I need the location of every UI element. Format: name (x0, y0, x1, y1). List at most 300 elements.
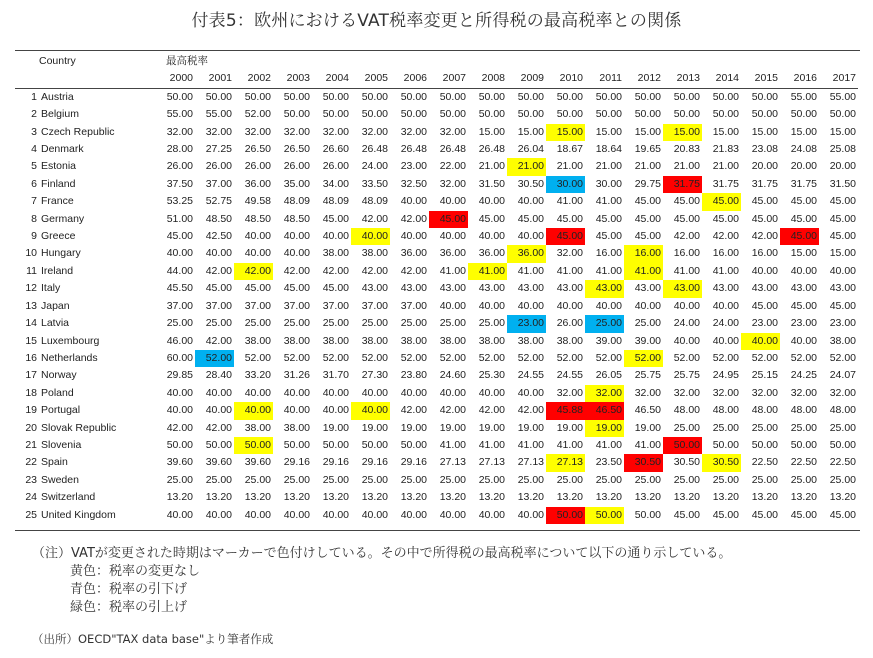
rate-cell: 42.00 (478, 404, 505, 417)
rate-cell: 38.00 (322, 247, 349, 260)
year-header-row (15, 70, 858, 88)
rate-cell: 52.00 (595, 351, 622, 364)
rate-cell: 25.00 (634, 473, 661, 486)
rate-cell: 48.00 (790, 404, 817, 417)
rate-cell: 52.00 (517, 351, 544, 364)
rate-cell: 42.00 (166, 421, 193, 434)
country-column-header: Country (39, 55, 76, 67)
rate-cell: 29.16 (400, 456, 427, 469)
rate-cell: 24.00 (712, 317, 739, 330)
year-header: 2011 (585, 70, 624, 88)
rate-cell: 40.00 (205, 247, 232, 260)
rate-cell: 52.00 (790, 351, 817, 364)
rate-cell: 32.00 (556, 247, 583, 260)
rate-cell: 40.00 (439, 386, 466, 399)
country-cell (15, 280, 156, 297)
rate-cell: 27.13 (439, 456, 466, 469)
rate-cell: 41.00 (556, 195, 583, 208)
rate-cell: 15.00 (546, 124, 585, 141)
rate-cell: 15.00 (790, 125, 817, 138)
table-row (15, 367, 858, 384)
rate-cell: 42.00 (361, 264, 388, 277)
rate-cell: 32.50 (400, 177, 427, 190)
rate-cell: 50.00 (751, 90, 778, 103)
country-cell (15, 298, 156, 315)
rate-cell: 51.00 (166, 212, 193, 225)
rate-cell: 40.00 (166, 386, 193, 399)
table-row (15, 211, 858, 228)
year-header: 2014 (702, 70, 741, 88)
rate-cell: 31.75 (790, 177, 817, 190)
rate-cell: 40.00 (166, 247, 193, 260)
rate-cell: 40.00 (283, 247, 310, 260)
rate-cell: 13.20 (595, 491, 622, 504)
rate-cell: 50.00 (439, 108, 466, 121)
rate-cell: 52.00 (439, 351, 466, 364)
rate-cell: 45.00 (790, 508, 817, 521)
country-cell (15, 454, 156, 471)
rate-cell: 40.00 (439, 299, 466, 312)
rate-cell: 26.50 (283, 143, 310, 156)
country-cell (15, 315, 156, 332)
rate-cell: 40.00 (244, 386, 271, 399)
country-name: France (41, 195, 74, 208)
row-number: 20 (25, 421, 37, 434)
rate-cell: 37.00 (322, 299, 349, 312)
country-name: Italy (41, 282, 61, 295)
rate-cell: 25.00 (166, 317, 193, 330)
rate-cell: 26.00 (322, 160, 349, 173)
year-header: 2009 (507, 70, 546, 88)
rate-cell: 21.00 (712, 160, 739, 173)
rate-cell: 22.50 (751, 456, 778, 469)
rate-cell: 15.00 (595, 125, 622, 138)
rate-cell: 41.00 (517, 264, 544, 277)
rate-cell: 40.00 (400, 195, 427, 208)
rate-cell: 38.00 (478, 334, 505, 347)
table-row (15, 350, 858, 367)
rate-cell: 22.50 (829, 456, 856, 469)
rate-cell: 45.00 (673, 195, 700, 208)
country-cell (15, 437, 156, 454)
rate-cell: 29.75 (634, 177, 661, 190)
rate-cell: 46.50 (634, 404, 661, 417)
country-cell (15, 420, 156, 437)
rate-cell: 43.00 (712, 282, 739, 295)
rate-cell: 45.00 (790, 299, 817, 312)
rate-cell: 39.00 (634, 334, 661, 347)
rate-cell: 25.00 (790, 421, 817, 434)
country-name: Luxembourg (41, 334, 100, 347)
rate-cell: 23.80 (400, 369, 427, 382)
rate-cell: 25.00 (244, 473, 271, 486)
row-number: 3 (31, 125, 37, 138)
rate-cell: 41.00 (468, 263, 507, 280)
rate-cell: 42.00 (400, 404, 427, 417)
note-legend-yellow: 黄色：税率の変更なし (70, 564, 201, 579)
rate-cell: 30.00 (546, 176, 585, 193)
rate-cell: 49.58 (244, 195, 271, 208)
country-name: Slovenia (41, 438, 82, 451)
country-name: Spain (41, 456, 68, 469)
rate-cell: 53.25 (166, 195, 193, 208)
rate-cell: 32.00 (322, 125, 349, 138)
rate-cell: 40.00 (439, 195, 466, 208)
rate-cell: 50.00 (712, 90, 739, 103)
rate-cell: 38.00 (283, 334, 310, 347)
row-number: 17 (25, 369, 37, 382)
rate-cell: 52.00 (361, 351, 388, 364)
rate-cell: 43.00 (790, 282, 817, 295)
rate-cell: 24.08 (790, 143, 817, 156)
rate-cell: 40.00 (400, 230, 427, 243)
rate-cell: 15.00 (712, 125, 739, 138)
country-name: Czech Republic (41, 125, 115, 138)
rate-cell: 19.00 (517, 421, 544, 434)
rate-cell: 26.00 (205, 160, 232, 173)
row-number: 7 (31, 195, 37, 208)
rate-cell: 40.00 (478, 299, 505, 312)
table-row (15, 507, 858, 524)
rate-cell: 25.00 (205, 317, 232, 330)
rate-cell: 45.00 (829, 230, 856, 243)
rate-cell: 16.00 (595, 247, 622, 260)
table-row (15, 228, 858, 245)
rate-cell: 26.04 (517, 143, 544, 156)
table-row (15, 263, 858, 280)
rate-cell: 19.00 (361, 421, 388, 434)
table-row (15, 106, 858, 123)
rate-cell: 41.00 (673, 264, 700, 277)
rate-cell: 48.00 (751, 404, 778, 417)
rate-cell: 32.00 (439, 177, 466, 190)
rate-cell: 45.00 (829, 195, 856, 208)
rate-cell: 52.00 (624, 350, 663, 367)
rate-cell: 32.00 (283, 125, 310, 138)
rate-cell: 31.50 (829, 177, 856, 190)
rate-cell: 15.00 (829, 247, 856, 260)
country-cell (15, 176, 156, 193)
row-number: 14 (25, 317, 37, 330)
year-header: 2002 (234, 70, 273, 88)
rate-cell: 43.00 (829, 282, 856, 295)
table-row (15, 176, 858, 193)
country-cell (15, 211, 156, 228)
note-legend-green: 緑色：税率の引上げ (70, 600, 188, 615)
rate-cell: 25.00 (205, 473, 232, 486)
rate-cell: 45.00 (673, 212, 700, 225)
rate-cell: 52.00 (673, 351, 700, 364)
rate-cell: 43.00 (751, 282, 778, 295)
rate-cell: 28.00 (166, 143, 193, 156)
rate-cell: 50.00 (205, 438, 232, 451)
rate-cell: 45.00 (790, 212, 817, 225)
table-row (15, 315, 858, 332)
rate-cell: 45.00 (322, 282, 349, 295)
rate-cell: 40.00 (712, 299, 739, 312)
rate-cell: 27.13 (546, 454, 585, 471)
rate-cell: 43.00 (400, 282, 427, 295)
rate-cell: 25.00 (517, 473, 544, 486)
rate-cell: 25.00 (361, 317, 388, 330)
rate-cell: 42.50 (205, 230, 232, 243)
rate-cell: 46.50 (585, 402, 624, 419)
rate-cell: 22.00 (439, 160, 466, 173)
rate-cell: 39.60 (205, 456, 232, 469)
rate-cell: 23.50 (595, 456, 622, 469)
rate-cell: 50.00 (829, 108, 856, 121)
rate-cell: 45.00 (751, 212, 778, 225)
rate-cell: 48.50 (205, 212, 232, 225)
table-row (15, 420, 858, 437)
rate-cell: 45.00 (283, 282, 310, 295)
country-cell (15, 333, 156, 350)
row-number: 15 (25, 334, 37, 347)
rate-cell: 40.00 (244, 230, 271, 243)
rate-cell: 25.00 (751, 421, 778, 434)
rate-cell: 13.20 (556, 491, 583, 504)
rate-cell: 40.00 (829, 264, 856, 277)
rate-cell: 40.00 (283, 230, 310, 243)
year-header: 2016 (780, 70, 819, 88)
rate-cell: 25.00 (166, 473, 193, 486)
rate-cell: 50.00 (478, 90, 505, 103)
rate-cell: 37.50 (166, 177, 193, 190)
rate-cell: 19.00 (634, 421, 661, 434)
country-name: Slovak Republic (41, 421, 117, 434)
note-line: （注）VATが変更された時期はマーカーで色付けしている。その中で所得税の最高税率について以下の通り示している。 (32, 546, 732, 561)
rate-cell: 50.00 (283, 108, 310, 121)
rate-cell: 55.00 (205, 108, 232, 121)
rate-cell: 60.00 (166, 351, 193, 364)
row-number: 19 (25, 404, 37, 417)
country-name: Norway (41, 369, 77, 382)
rate-cell: 25.00 (478, 473, 505, 486)
rate-cell: 29.16 (283, 456, 310, 469)
rate-cell: 15.00 (751, 125, 778, 138)
rate-cell: 35.00 (283, 177, 310, 190)
rate-cell: 50.00 (166, 90, 193, 103)
rate-cell: 42.00 (205, 334, 232, 347)
rate-cell: 45.00 (556, 212, 583, 225)
rate-cell: 37.00 (400, 299, 427, 312)
rate-cell: 13.20 (634, 491, 661, 504)
rate-cell: 50.00 (439, 90, 466, 103)
rate-cell: 40.00 (439, 230, 466, 243)
country-cell (15, 402, 156, 419)
rate-cell: 45.00 (166, 230, 193, 243)
rate-cell: 45.00 (517, 212, 544, 225)
rate-cell: 43.00 (556, 282, 583, 295)
row-number: 21 (25, 438, 37, 451)
rate-cell: 48.00 (712, 404, 739, 417)
rate-cell: 45.00 (673, 508, 700, 521)
row-number: 18 (25, 386, 37, 399)
rate-cell: 38.00 (400, 334, 427, 347)
rate-cell: 27.13 (478, 456, 505, 469)
rate-cell: 50.00 (517, 108, 544, 121)
rate-cell: 15.00 (790, 247, 817, 260)
row-number: 2 (31, 108, 37, 121)
rate-cell: 32.00 (205, 125, 232, 138)
rate-cell: 15.00 (663, 124, 702, 141)
rate-cell: 29.16 (322, 456, 349, 469)
country-name: Switzerland (41, 491, 96, 504)
rate-cell: 32.00 (634, 386, 661, 399)
rate-cell: 21.83 (712, 143, 739, 156)
rate-cell: 25.00 (322, 317, 349, 330)
rate-cell: 32.00 (439, 125, 466, 138)
rate-cell: 40.00 (351, 402, 390, 419)
rate-cell: 42.00 (400, 264, 427, 277)
rate-cell: 34.00 (322, 177, 349, 190)
rate-cell: 50.00 (400, 108, 427, 121)
rate-cell: 50.00 (829, 438, 856, 451)
rate-cell: 26.05 (595, 369, 622, 382)
rate-cell: 45.00 (634, 212, 661, 225)
rate-cell: 40.00 (517, 230, 544, 243)
rate-cell: 38.00 (361, 247, 388, 260)
rate-cell: 13.20 (283, 491, 310, 504)
rate-cell: 32.00 (712, 386, 739, 399)
rate-cell: 13.20 (790, 491, 817, 504)
rate-cell: 16.00 (673, 247, 700, 260)
rate-cell: 20.00 (751, 160, 778, 173)
rate-cell: 36.00 (478, 247, 505, 260)
row-number: 6 (31, 177, 37, 190)
rate-cell: 27.13 (517, 456, 544, 469)
rate-cell: 23.00 (790, 317, 817, 330)
rate-cell: 52.00 (195, 350, 234, 367)
rate-cell: 45.00 (751, 195, 778, 208)
rate-cell: 40.00 (751, 264, 778, 277)
row-number: 24 (25, 491, 37, 504)
rate-cell: 41.00 (712, 264, 739, 277)
rate-cell: 40.00 (166, 508, 193, 521)
rate-cell: 40.00 (741, 333, 780, 350)
rate-cell: 40.00 (361, 386, 388, 399)
rate-cell: 50.00 (634, 108, 661, 121)
rate-cell: 40.00 (478, 508, 505, 521)
rate-cell: 52.00 (712, 351, 739, 364)
rate-cell: 30.50 (517, 177, 544, 190)
rate-cell: 31.75 (712, 177, 739, 190)
rate-cell: 45.00 (712, 212, 739, 225)
rate-cell: 42.00 (751, 230, 778, 243)
country-name: Denmark (41, 143, 84, 156)
rate-cell: 40.00 (400, 386, 427, 399)
rate-cell: 45.00 (546, 228, 585, 245)
rate-cell: 45.00 (634, 230, 661, 243)
rate-cell: 39.60 (166, 456, 193, 469)
rate-cell: 46.00 (166, 334, 193, 347)
rate-cell: 25.00 (634, 317, 661, 330)
rate-cell: 50.00 (166, 438, 193, 451)
table-row (15, 245, 858, 262)
rate-cell: 32.00 (361, 125, 388, 138)
rate-cell: 52.00 (478, 351, 505, 364)
rate-cell: 41.00 (624, 263, 663, 280)
rate-cell: 15.00 (478, 125, 505, 138)
rate-cell: 41.00 (517, 438, 544, 451)
rate-cell: 32.00 (244, 125, 271, 138)
rate-cell: 40.00 (322, 404, 349, 417)
rate-cell: 42.00 (400, 212, 427, 225)
rate-cell: 16.00 (712, 247, 739, 260)
rate-cell: 19.65 (634, 143, 661, 156)
rate-cell: 38.00 (244, 421, 271, 434)
country-cell (15, 228, 156, 245)
rate-cell: 25.30 (478, 369, 505, 382)
year-header: 2006 (390, 70, 429, 88)
year-header: 2005 (351, 70, 390, 88)
rate-cell: 40.00 (478, 195, 505, 208)
rate-cell: 25.00 (829, 473, 856, 486)
rate-cell: 37.00 (361, 299, 388, 312)
rate-cell: 50.00 (244, 90, 271, 103)
row-number: 5 (31, 160, 37, 173)
rate-cell: 27.30 (361, 369, 388, 382)
rate-cell: 13.20 (751, 491, 778, 504)
table-row (15, 158, 858, 175)
year-header: 2015 (741, 70, 780, 88)
rate-cell: 37.00 (244, 299, 271, 312)
rate-cell: 40.00 (790, 264, 817, 277)
rate-cell: 37.00 (205, 299, 232, 312)
table-row (15, 124, 858, 141)
rate-cell: 45.00 (751, 299, 778, 312)
rate-cell: 23.00 (400, 160, 427, 173)
rate-cell: 50.00 (751, 108, 778, 121)
rate-cell: 19.00 (585, 420, 624, 437)
year-header: 2001 (195, 70, 234, 88)
rate-cell: 25.00 (244, 317, 271, 330)
row-number: 9 (31, 230, 37, 243)
rate-cell: 50.00 (663, 437, 702, 454)
rate-cell: 38.00 (439, 334, 466, 347)
rate-cell: 40.00 (478, 386, 505, 399)
page-title: 付表5：欧州におけるVAT税率変更と所得税の最高税率との関係 (191, 11, 682, 31)
rate-cell: 50.00 (205, 90, 232, 103)
rate-cell: 19.00 (556, 421, 583, 434)
rate-cell: 38.00 (244, 334, 271, 347)
rate-cell: 25.00 (673, 473, 700, 486)
rate-cell: 41.00 (439, 264, 466, 277)
rate-cell: 48.09 (322, 195, 349, 208)
rate-cell: 48.00 (829, 404, 856, 417)
rate-cell: 43.00 (517, 282, 544, 295)
rate-cell: 52.00 (400, 351, 427, 364)
rate-cell: 48.50 (283, 212, 310, 225)
rate-cell: 41.00 (556, 438, 583, 451)
rate-cell: 40.00 (205, 508, 232, 521)
rate-cell: 19.00 (478, 421, 505, 434)
rate-cell: 42.00 (517, 404, 544, 417)
rate-cell: 40.00 (517, 508, 544, 521)
rate-cell: 36.00 (507, 245, 546, 262)
rate-cell: 15.00 (829, 125, 856, 138)
country-name: Germany (41, 212, 85, 225)
rate-cell: 39.60 (244, 456, 271, 469)
rate-cell: 48.50 (244, 212, 271, 225)
rate-cell: 50.00 (517, 90, 544, 103)
rate-cell: 41.00 (634, 438, 661, 451)
rate-cell: 40.00 (244, 247, 271, 260)
rate-cell: 13.20 (166, 491, 193, 504)
country-cell (15, 350, 156, 367)
rate-cell: 50.00 (361, 438, 388, 451)
rate-cell: 40.00 (439, 508, 466, 521)
